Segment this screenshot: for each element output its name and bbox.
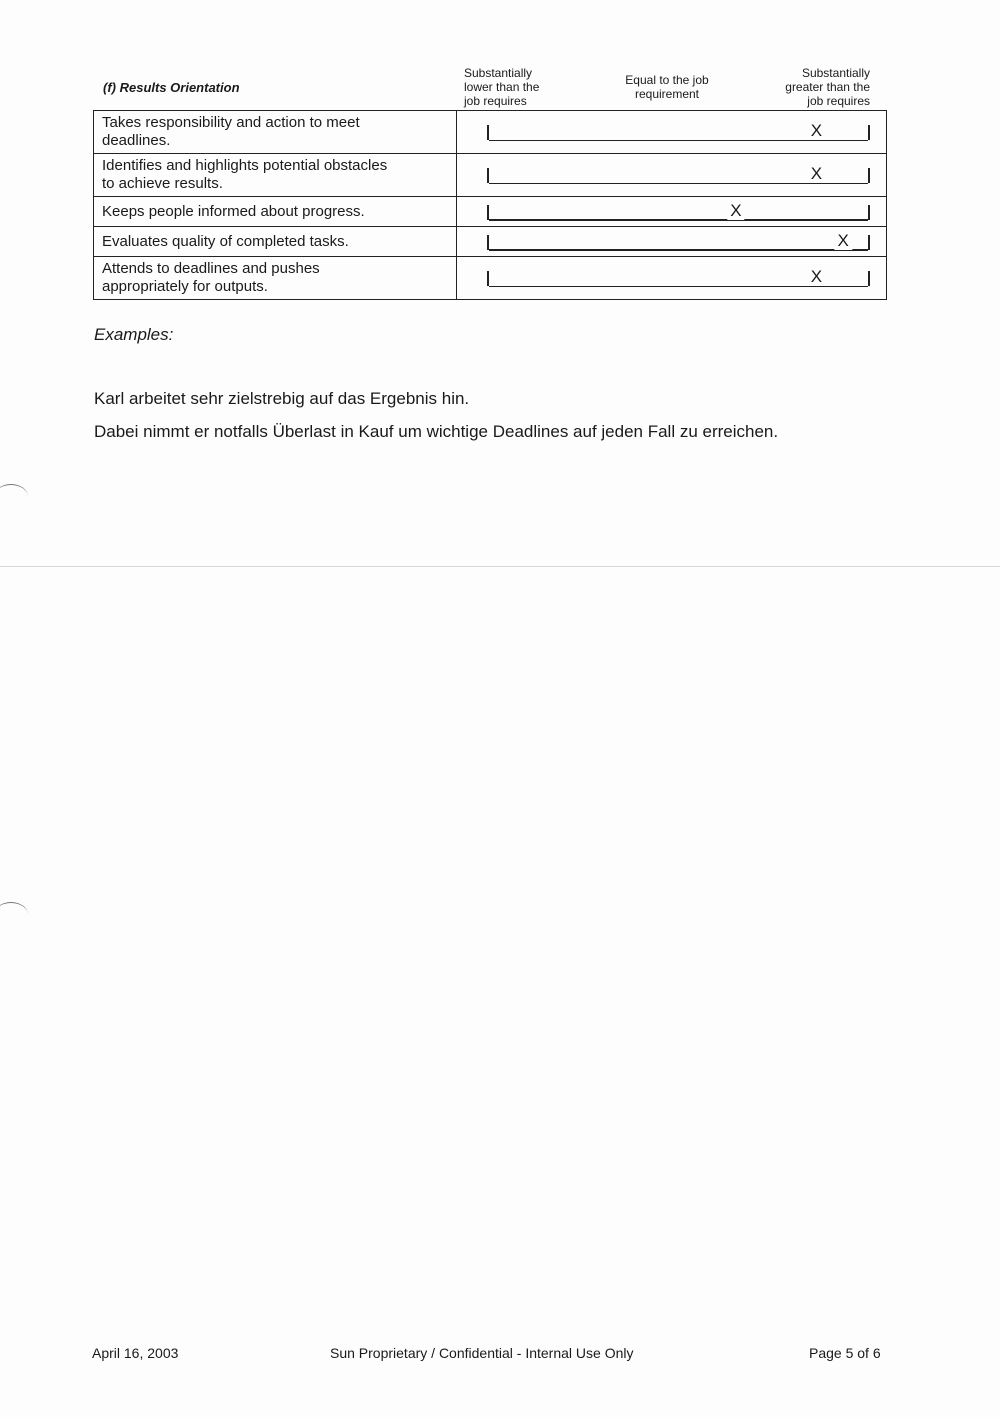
- rating-mark: X: [808, 268, 825, 286]
- scale-line: [489, 249, 868, 250]
- criterion-text: to achieve results.: [102, 175, 223, 192]
- criterion-cell: [94, 227, 457, 257]
- scale-left-tick: [487, 168, 489, 183]
- scale-label-high-line: job requires: [807, 94, 870, 108]
- rating-table: [93, 110, 887, 300]
- scale-label-high-line: greater than the: [785, 80, 870, 94]
- scale-line: [489, 219, 868, 220]
- section-title: (f) Results Orientation: [103, 80, 240, 95]
- scale-left-tick: [487, 125, 489, 140]
- scale-label-high-line: Substantially: [801, 66, 870, 80]
- rating-mark: X: [727, 202, 744, 220]
- punch-hole-mark: [0, 902, 28, 927]
- examples-label: Examples:: [94, 325, 174, 344]
- rating-scale: [487, 121, 870, 143]
- table-row: [94, 257, 887, 300]
- example-text: Karl arbeitet sehr zielstrebig auf das Ergebnis hin.: [94, 389, 470, 408]
- table-row: [94, 111, 887, 154]
- rating-scale-cell: [457, 257, 887, 300]
- criterion-cell: [94, 111, 457, 154]
- rating-scale-cell: [457, 227, 887, 257]
- scale-right-tick: [868, 235, 870, 250]
- rating-mark: X: [808, 165, 825, 183]
- scale-right-tick: [868, 205, 870, 220]
- rating-scale: [487, 267, 870, 289]
- scale-right-tick: [868, 125, 870, 140]
- scale-label-low-line: Substantially: [464, 66, 533, 80]
- scale-label-low: [464, 66, 539, 108]
- rating-mark: X: [835, 232, 852, 250]
- scale-right-tick: [868, 168, 870, 183]
- scale-label-equal-line: Equal to the job: [625, 73, 709, 87]
- footer-date: April 16, 2003: [92, 1345, 179, 1361]
- scale-label-low-line: lower than the: [464, 80, 540, 94]
- scale-label-high: [760, 66, 870, 108]
- table-row: [94, 227, 887, 257]
- rating-scale-cell: [457, 111, 887, 154]
- criterion-cell: [94, 257, 457, 300]
- rating-scale-cell: [457, 154, 887, 197]
- rating-scale-cell: [457, 197, 887, 227]
- footer-page-number: Page 5 of 6: [809, 1345, 881, 1361]
- criterion-text: appropriately for outputs.: [102, 278, 268, 295]
- footer-classification: Sun Proprietary / Confidential - Internal Use Only: [330, 1345, 634, 1361]
- criterion-text: Evaluates quality of completed tasks.: [102, 232, 349, 250]
- rating-mark: X: [808, 122, 825, 140]
- table-row: [94, 154, 887, 197]
- criterion-cell: [94, 197, 457, 227]
- rating-scale: [487, 230, 870, 253]
- scan-fold-line: [0, 566, 1000, 567]
- scale-label-low-line: job requires: [464, 94, 527, 108]
- scale-label-equal-line: requirement: [634, 87, 700, 101]
- criterion-text: Identifies and highlights potential obstacles: [102, 157, 388, 174]
- scale-left-tick: [487, 205, 489, 220]
- scale-label-equal: [612, 73, 722, 101]
- criterion-text: Takes responsibility and action to meet: [102, 114, 360, 131]
- punch-hole-mark: [0, 484, 28, 509]
- scale-left-tick: [487, 235, 489, 250]
- criterion-cell: [94, 154, 457, 197]
- scale-right-tick: [868, 271, 870, 286]
- table-row: [94, 197, 887, 227]
- example-text: Dabei nimmt er notfalls Überlast in Kauf um wichtige Deadlines auf jeden Fall zu erreichen.: [94, 422, 779, 441]
- criterion-text: Keeps people informed about progress.: [102, 202, 365, 220]
- rating-scale: [487, 164, 870, 186]
- criterion-text: deadlines.: [102, 132, 171, 149]
- scale-left-tick: [487, 271, 489, 286]
- rating-scale: [487, 200, 870, 223]
- criterion-text: Attends to deadlines and pushes: [102, 260, 320, 277]
